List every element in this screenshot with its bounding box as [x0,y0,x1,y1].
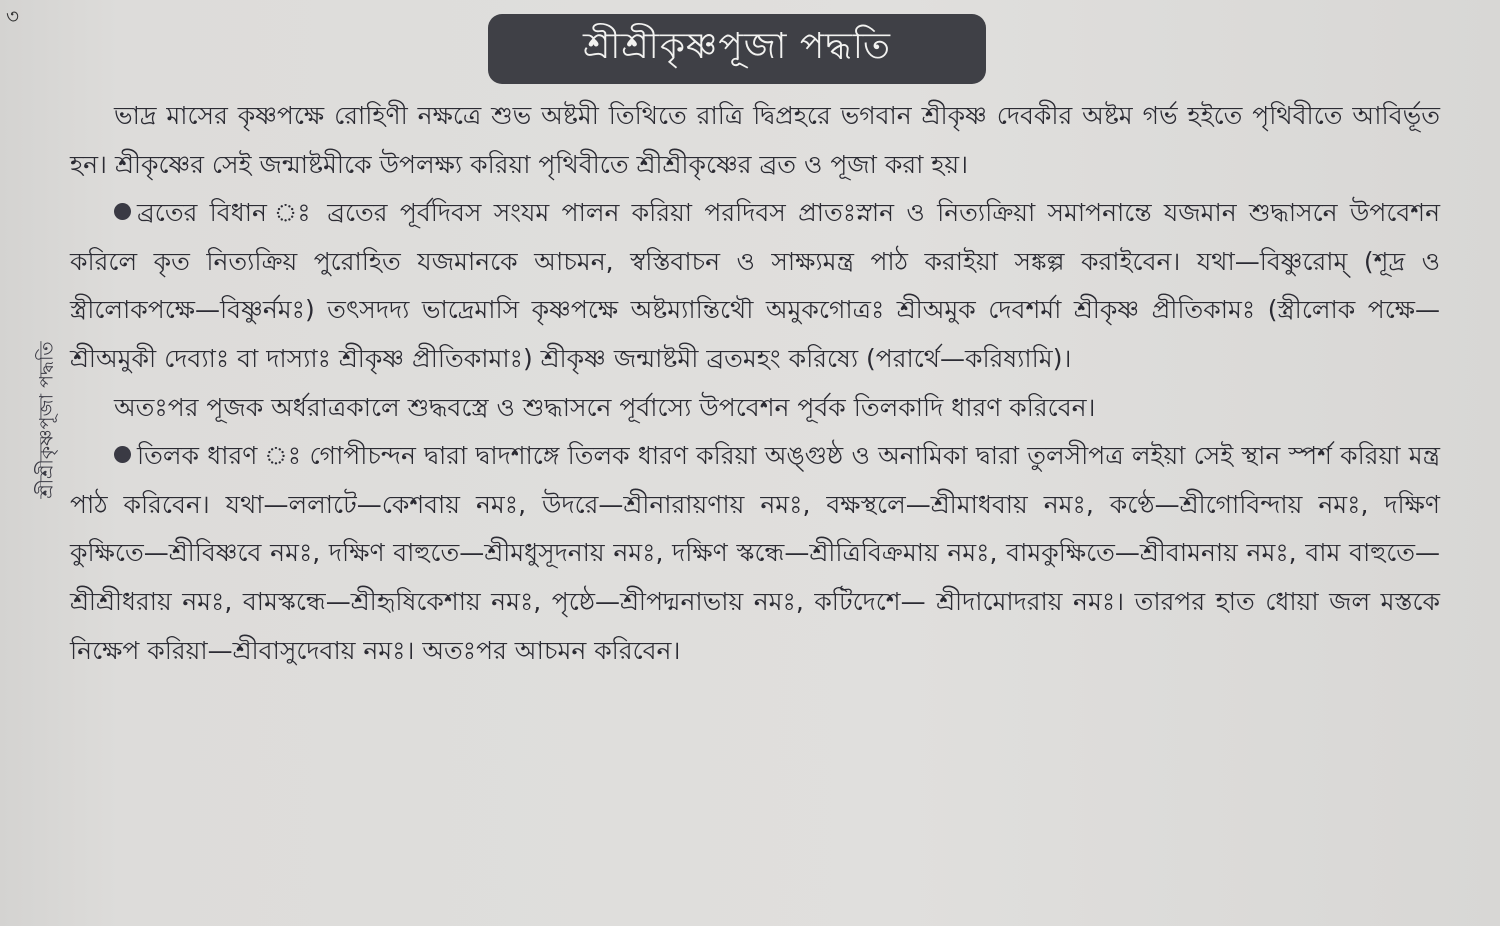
page-number: ৩ [6,4,20,28]
paragraph-vrata-vidhan [70,189,1440,383]
paragraph-intro [70,92,1440,189]
bullet-icon [114,203,131,220]
running-head-text: শ্রীশ্রীকৃষ্ণপূজা পদ্ধতি [36,341,58,499]
body-text [70,92,1440,675]
side-running-head [36,300,62,540]
paragraph-intro-text: ভাদ্র মাসের কৃষ্ণপক্ষে রোহিণী নক্ষত্রে শুভ অষ্টমী তিথিতে রাত্রি দ্বিপ্রহরে ভগবান শ্রীকৃষ্ণ দেবকীর অষ্টম গর্ভ হইতে পৃথিবীতে আবির্ভূত হন। শ্রীকৃষ্ণের সেই জন্মাষ্টমীকে উপলক্ষ্য করিয়া পৃথিবীতে শ্রীশ্রীকৃষ্ণের ব্রত ও পূজা করা হয়। [70,101,1440,179]
title-banner [488,14,986,84]
paragraph-vrata-vidhan-text: ব্রতের বিধান ঃ ব্রতের পূর্বদিবস সংযম পালন করিয়া পরদিবস প্রাতঃস্নান ও নিত্যক্রিয়া সমাপনান্তে যজমান শুদ্ধাসনে উপবেশন করিলে কৃত নিত্যক্রিয় পুরোহিত যজমানকে আচমন, স্বস্তিবাচন ও সাক্ষ্যমন্ত্র পাঠ করাইয়া সঙ্কল্প করাইবেন। যথা—বিষ্ণুরোম্ (শূদ্র ও স্ত্রীলোকপক্ষে—বিষ্ণুর্নমঃ) তৎসদদ্য ভাদ্রেমাসি কৃষ্ণপক্ষে অষ্টম্যান্তিথৌ অমুকগোত্রঃ শ্রীঅমুক দেবশর্মা শ্রীকৃষ্ণ প্রীতিকামঃ (স্ত্রীলোক পক্ষে—শ্রীঅমুকী দেব্যাঃ বা দাস্যাঃ শ্রীকৃষ্ণ প্রীতিকামাঃ) শ্রীকৃষ্ণ জন্মাষ্টমী ব্রতমহং করিষ্যে (পরার্থে—করিষ্যামি)। [70,198,1440,373]
bullet-icon [114,446,131,463]
paragraph-pujak-text: অতঃপর পূজক অর্ধরাত্রকালে শুদ্ধবস্ত্রে ও শুদ্ধাসনে পূর্বাস্যে উপবেশন পূর্বক তিলকাদি ধারণ করিবেন। [114,392,1096,422]
paragraph-tilak-dharan [70,432,1440,675]
paragraph-pujak [70,384,1440,433]
page-title: শ্রীশ্রীকৃষ্ণপূজা পদ্ধতি [582,26,892,67]
paragraph-tilak-dharan-text: তিলক ধারণ ঃ গোপীচন্দন দ্বারা দ্বাদশাঙ্গে তিলক ধারণ করিয়া অঙ্গুষ্ঠ ও অনামিকা দ্বারা তুলসীপত্র লইয়া সেই স্থান স্পর্শ করিয়া মন্ত্র পাঠ করিবেন। যথা—ললাটে—কেশবায় নমঃ, উদরে—শ্রীনারায়ণায় নমঃ, বক্ষস্থলে—শ্রীমাধবায় নমঃ, কণ্ঠে—শ্রীগোবিন্দায় নমঃ, দক্ষিণ কুক্ষিতে—শ্রীবিষ্ণবে নমঃ, দক্ষিণ বাহুতে—শ্রীমধুসূদনায় নমঃ, দক্ষিণ স্কন্ধে—শ্রীত্রিবিক্রমায় নমঃ, বামকুক্ষিতে—শ্রীবামনায় নমঃ, বাম বাহুতে—শ্রীশ্রীধরায় নমঃ, বামস্কন্ধে—শ্রীহৃষিকেশায় নমঃ, পৃষ্ঠে—শ্রীপদ্মনাভায় নমঃ, কটিদেশে— শ্রীদামোদরায় নমঃ। তারপর হাত ধোয়া জল মস্তকে নিক্ষেপ করিয়া—শ্রীবাসুদেবায় নমঃ। অতঃপর আচমন করিবেন। [70,441,1440,665]
